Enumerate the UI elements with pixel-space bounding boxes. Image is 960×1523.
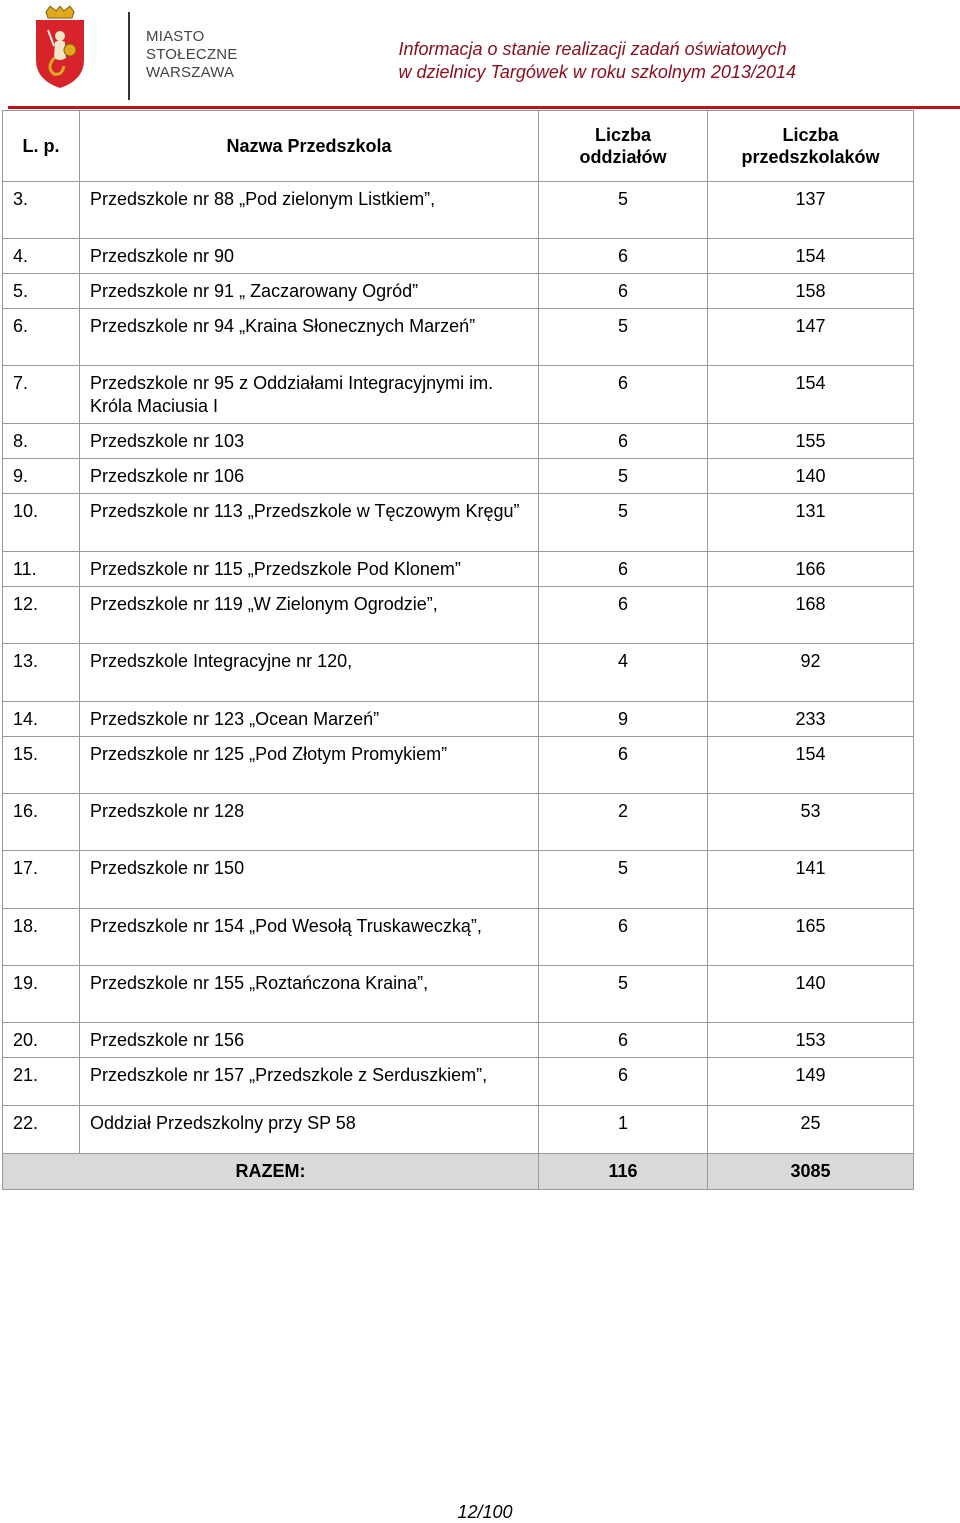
row-branches: 5 [539,309,708,366]
table-row [3,459,914,494]
table-row [3,424,914,459]
city-name-line: WARSZAWA [146,64,235,81]
row-branches: 6 [539,909,708,966]
table-row [3,366,914,424]
header-branches-line: Liczba [594,125,651,145]
row-children: 137 [708,182,914,239]
total-row [3,1154,914,1190]
row-lp: 3. [3,182,80,239]
warsaw-coat-of-arms-icon [32,6,88,90]
row-children: 154 [708,366,914,424]
header-line-1: Informacja o stanie realizacji zadań oświatowych [398,39,787,59]
row-children: 155 [708,424,914,459]
table-row [3,182,914,239]
total-branches: 116 [539,1154,708,1190]
row-lp: 15. [3,737,80,794]
row-children: 140 [708,966,914,1023]
row-children: 140 [708,459,914,494]
row-children: 92 [708,644,914,702]
row-children: 154 [708,737,914,794]
row-children: 25 [708,1106,914,1154]
row-name: Przedszkole Integracyjne nr 120, [80,644,539,702]
table-row [3,702,914,737]
row-name: Przedszkole nr 123 „Ocean Marzeń” [80,702,539,737]
total-children: 3085 [708,1154,914,1190]
row-children: 165 [708,909,914,966]
row-lp: 7. [3,366,80,424]
row-branches: 4 [539,644,708,702]
row-lp: 14. [3,702,80,737]
row-name: Przedszkole nr 91 „ Zaczarowany Ogród” [80,274,539,309]
table-row [3,552,914,587]
row-children: 53 [708,794,914,851]
row-branches: 2 [539,794,708,851]
row-name: Przedszkole nr 156 [80,1023,539,1058]
table-row [3,851,914,909]
city-name [146,28,238,82]
row-name: Przedszkole nr 106 [80,459,539,494]
row-children: 141 [708,851,914,909]
row-name: Przedszkole nr 155 „Roztańczona Kraina”, [80,966,539,1023]
table-row [3,737,914,794]
row-children: 154 [708,239,914,274]
row-name: Przedszkole nr 125 „Pod Złotym Promykiem” [80,737,539,794]
row-children: 147 [708,309,914,366]
row-name: Przedszkole nr 95 z Oddziałami Integracyjnymi im. Króla Maciusia I [80,366,539,424]
row-lp: 16. [3,794,80,851]
row-name: Oddział Przedszkolny przy SP 58 [80,1106,539,1154]
header-line-2: w dzielnicy Targówek w roku szkolnym 2013/2014 [398,62,796,82]
table-row [3,1106,914,1154]
header-name: Nazwa Przedszkola [80,111,539,182]
table-row [3,494,914,552]
row-lp: 4. [3,239,80,274]
document-header [398,38,796,84]
kindergarten-table [2,110,914,1190]
row-branches: 5 [539,494,708,552]
row-branches: 6 [539,737,708,794]
table-row [3,644,914,702]
table-header-row [3,111,914,182]
header-branches-line: oddziałów [579,147,667,167]
row-lp: 18. [3,909,80,966]
row-lp: 9. [3,459,80,494]
row-branches: 6 [539,552,708,587]
row-name: Przedszkole nr 150 [80,851,539,909]
row-lp: 19. [3,966,80,1023]
table-row [3,909,914,966]
row-lp: 21. [3,1058,80,1106]
row-children: 153 [708,1023,914,1058]
row-branches: 1 [539,1106,708,1154]
row-name: Przedszkole nr 94 „Kraina Słonecznych Marzeń” [80,309,539,366]
header-children-line: przedszkolaków [741,147,880,167]
table-row [3,239,914,274]
table-row [3,587,914,644]
table-row [3,966,914,1023]
row-children: 233 [708,702,914,737]
row-children: 168 [708,587,914,644]
row-name: Przedszkole nr 88 „Pod zielonym Listkiem”, [80,182,539,239]
row-branches: 5 [539,851,708,909]
row-name: Przedszkole nr 115 „Przedszkole Pod Klonem” [80,552,539,587]
row-branches: 6 [539,1023,708,1058]
row-name: Przedszkole nr 90 [80,239,539,274]
row-branches: 6 [539,587,708,644]
row-branches: 5 [539,966,708,1023]
row-name: Przedszkole nr 119 „W Zielonym Ogrodzie”, [80,587,539,644]
table-row [3,1058,914,1106]
city-name-line: MIASTO [146,28,205,45]
row-lp: 5. [3,274,80,309]
row-branches: 6 [539,1058,708,1106]
table-row [3,794,914,851]
city-name-line: STOŁECZNE [146,46,238,63]
table-row [3,1023,914,1058]
logo-divider [128,12,130,100]
row-name: Przedszkole nr 157 „Przedszkole z Serduszkiem”, [80,1058,539,1106]
table-row [3,274,914,309]
row-name: Przedszkole nr 113 „Przedszkole w Tęczowym Kręgu” [80,494,539,552]
row-lp: 6. [3,309,80,366]
row-name: Przedszkole nr 103 [80,424,539,459]
row-branches: 6 [539,366,708,424]
page-number: 12/100 [457,1502,513,1522]
total-label: RAZEM: [3,1154,539,1190]
row-branches: 5 [539,182,708,239]
row-lp: 11. [3,552,80,587]
row-branches: 9 [539,702,708,737]
row-lp: 10. [3,494,80,552]
row-branches: 5 [539,459,708,494]
row-children: 131 [708,494,914,552]
row-children: 158 [708,274,914,309]
row-branches: 6 [539,239,708,274]
row-name: Przedszkole nr 128 [80,794,539,851]
row-lp: 12. [3,587,80,644]
row-lp: 17. [3,851,80,909]
header-children [708,111,914,182]
table-row [3,309,914,366]
row-lp: 22. [3,1106,80,1154]
row-branches: 6 [539,274,708,309]
header-lp: L. p. [3,111,80,182]
row-children: 166 [708,552,914,587]
row-name: Przedszkole nr 154 „Pod Wesołą Truskaweczką”, [80,909,539,966]
header-branches [539,111,708,182]
city-logo [28,6,238,98]
header-children-line: Liczba [782,125,839,145]
row-children: 149 [708,1058,914,1106]
row-lp: 13. [3,644,80,702]
row-branches: 6 [539,424,708,459]
row-lp: 20. [3,1023,80,1058]
header-rule [8,106,960,109]
row-lp: 8. [3,424,80,459]
